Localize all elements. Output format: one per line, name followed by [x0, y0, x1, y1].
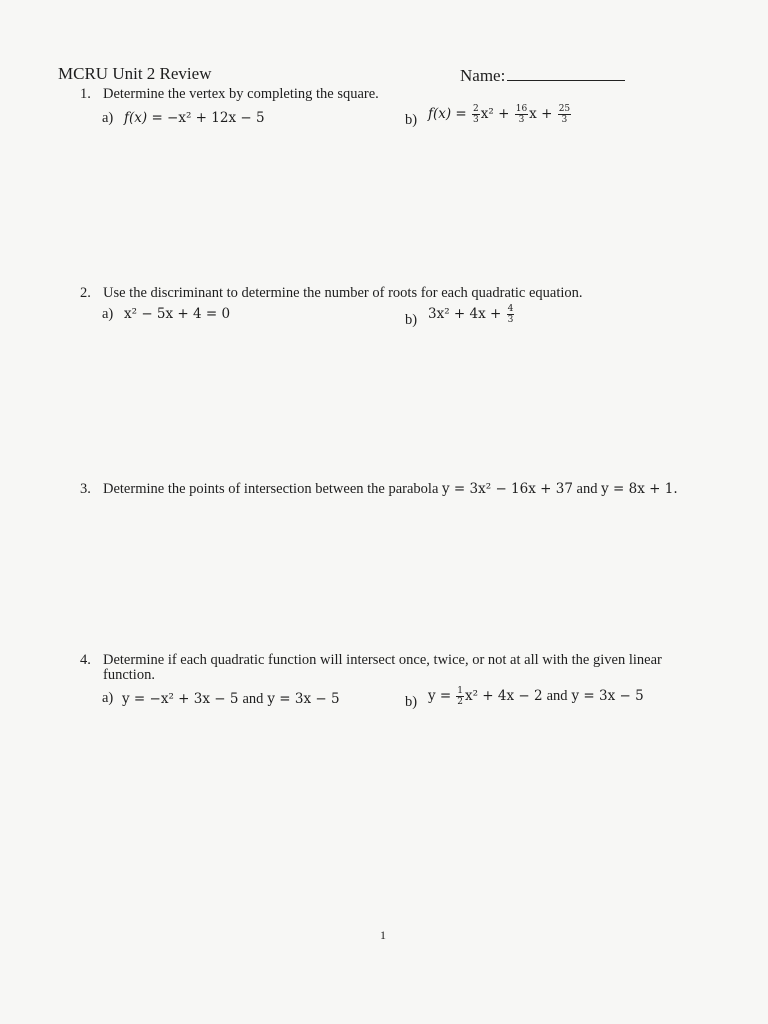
question-1-number: 1. — [80, 86, 91, 102]
question-4-text-line-1: Determine if each quadratic function will intersect once, twice, or not at all with the given linear — [103, 652, 662, 668]
q1b-fraction-3: $\frac{25}{3}$ — [558, 104, 571, 125]
question-3-text: Determine the points of intersection between the parabola — [103, 481, 439, 497]
q4a-linear: y = 3x − 5 — [267, 691, 340, 707]
q4a-and: and — [242, 691, 264, 707]
question-4b-expression — [428, 686, 644, 707]
question-1a-expression — [124, 110, 265, 126]
q4b-linear: y = 3x − 5 — [571, 688, 644, 705]
name-blank-line — [507, 66, 625, 81]
q1a-lhs: f(x) — [124, 110, 148, 126]
question-2b-expression — [428, 304, 515, 325]
question-3-and: and — [576, 481, 598, 497]
q2b-fraction: $\frac{4}{3}$ — [507, 304, 514, 325]
question-3-text-line — [103, 481, 678, 498]
q4b-lhs: y = — [428, 688, 452, 705]
question-4a-expression — [122, 690, 340, 708]
question-2a-label: a) — [102, 306, 114, 322]
q2b-expr: 3x² + 4x + — [428, 306, 502, 322]
question-2a-expression: x² − 5x + 4 = 0 — [124, 306, 231, 322]
q1b-term-2: x + — [529, 106, 553, 122]
question-1b-expression — [428, 104, 572, 125]
name-field — [460, 66, 625, 86]
q1b-lhs: f(x) = — [428, 106, 467, 122]
question-1-text: Determine the vertex by completing the square. — [103, 86, 379, 102]
q1b-fraction-2: $\frac{16}{3}$ — [515, 104, 528, 125]
worksheet-title: MCRU Unit 2 Review — [58, 64, 212, 83]
q1b-term-1: x² + — [480, 106, 510, 122]
question-4b-label: b) — [405, 694, 418, 710]
question-4a-label: a) — [102, 690, 114, 706]
question-4-number: 4. — [80, 652, 91, 668]
question-1a-label: a) — [102, 110, 114, 126]
question-4-text-line-2: function. — [103, 667, 155, 683]
question-2-number: 2. — [80, 285, 91, 301]
question-2-text: Use the discriminant to determine the number of roots for each quadratic equation. — [103, 285, 583, 301]
page-number: 1 — [380, 928, 386, 942]
q4b-fraction: $\frac{1}{2}$ — [457, 686, 463, 707]
question-2b-label: b) — [405, 312, 418, 328]
q4b-quadratic-rest: x² + 4x − 2 — [464, 688, 543, 705]
q4b-and: and — [546, 688, 568, 705]
name-label: Name: — [460, 66, 506, 85]
q1b-fraction-1: $\frac{2}{3}$ — [473, 104, 479, 125]
question-3-line: y = 8x + 1. — [601, 481, 678, 497]
q4a-quadratic: y = −x² + 3x − 5 — [122, 691, 239, 707]
question-3-parabola: y = 3x² − 16x + 37 — [442, 481, 573, 497]
q1a-rhs: = −x² + 12x − 5 — [151, 110, 265, 126]
question-3-number: 3. — [80, 481, 91, 497]
question-1b-label: b) — [405, 112, 418, 128]
